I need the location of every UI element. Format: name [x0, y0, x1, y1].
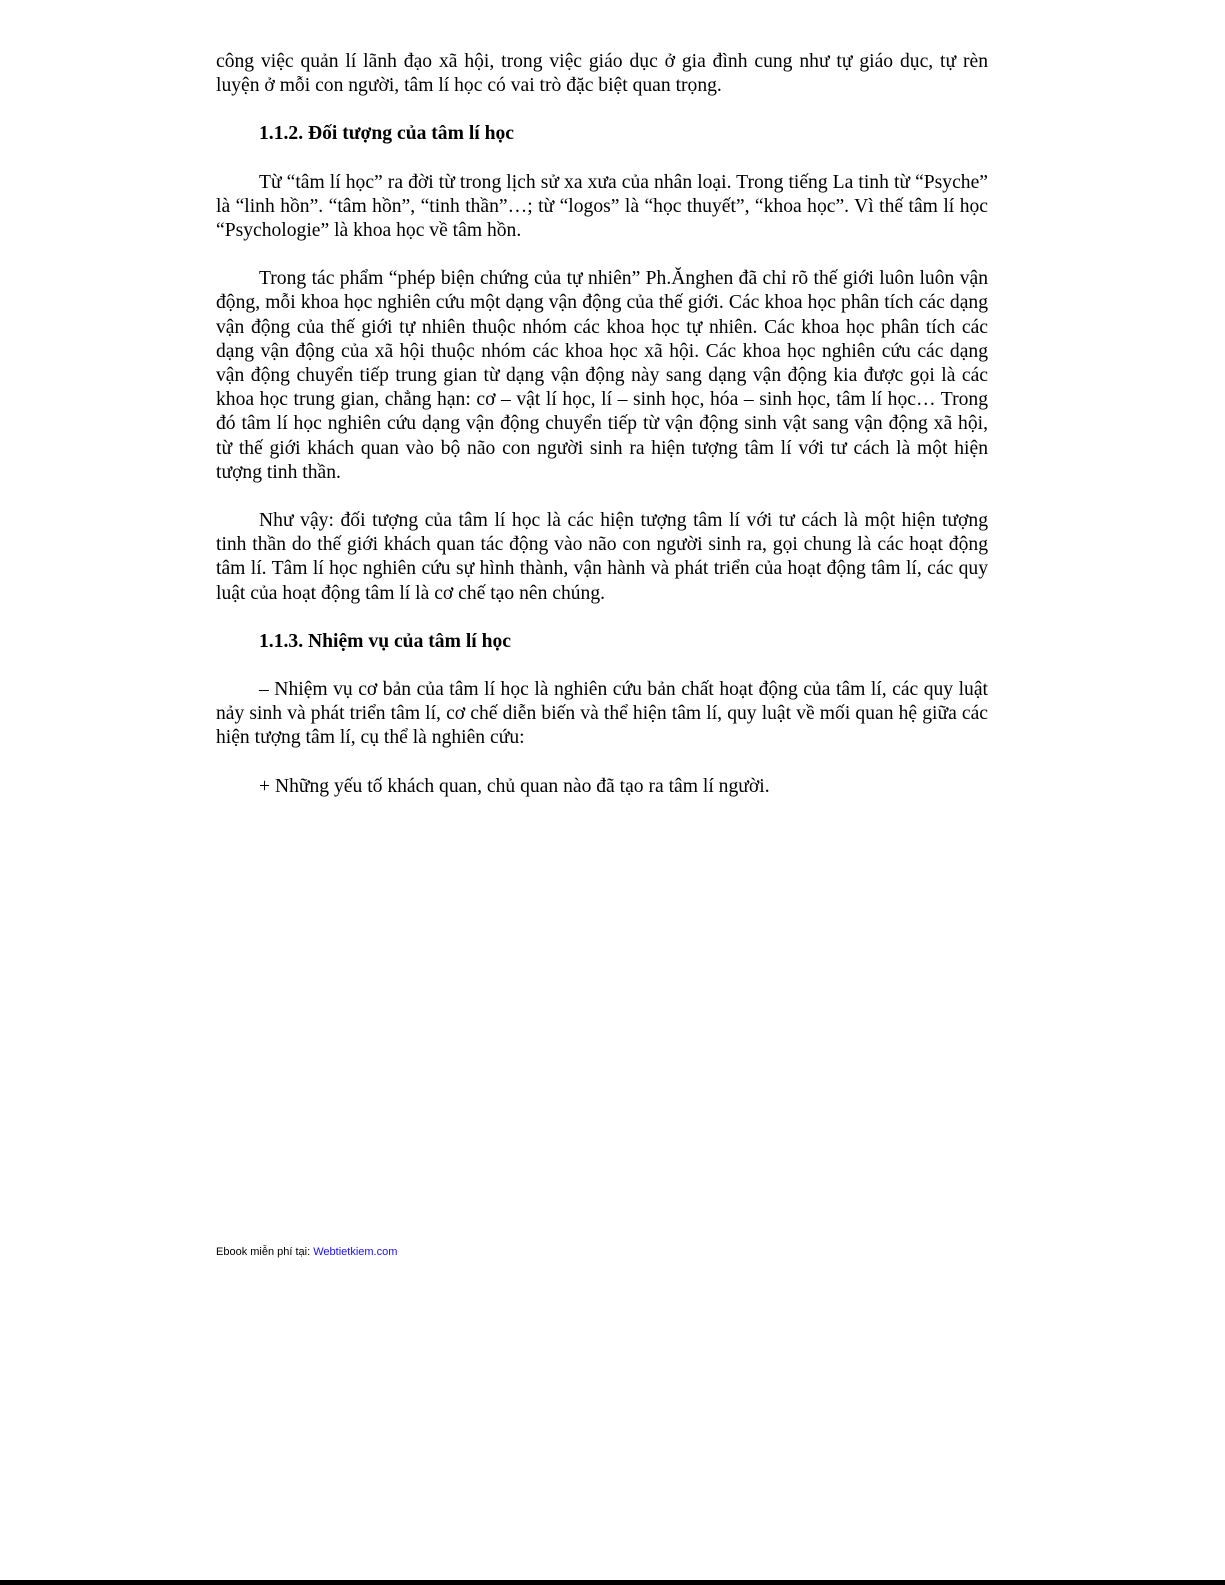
paragraph-tasks: – Nhiệm vụ cơ bản của tâm lí học là nghiên cứu bản chất hoạt động của tâm lí, các quy luật nảy sinh và phát triển tâm lí, cơ chế diễn biến và thể hiện tâm lí, quy luật về mối quan hệ giữa các hiện tượng tâm lí, cụ thể là nghiên cứu:: [216, 679, 988, 749]
footer-link[interactable]: Webtietkiem.com: [313, 1246, 398, 1258]
paragraph-object-definition: Như vậy: đối tượng của tâm lí học là các hiện tượng tâm lí với tư cách là một hiện tượng tinh thần do thế giới khách quan tác động vào não con người sinh ra, gọi chung là các hoạt động tâm lí. Tâm lí học nghiên cứu sự hình thành, vận hành và phát triển của hoạt động tâm lí, các quy luật của hoạt động tâm lí là cơ chế tạo nên chúng.: [216, 510, 988, 604]
paragraph-task-item: + Những yếu tố khách quan, chủ quan nào đã tạo ra tâm lí người.: [259, 775, 770, 797]
paragraph-continuation: công việc quản lí lãnh đạo xã hội, trong việc giáo dục ở gia đình cung như tự giáo dục, tự rèn luyện ở mỗi con người, tâm lí học có vai trò đặc biệt quan trọng.: [216, 51, 988, 97]
footer-prefix: Ebook miễn phí tại:: [216, 1246, 314, 1258]
ebook-footer: [216, 1245, 397, 1259]
paragraph-engels: Trong tác phẩm “phép biện chứng của tự nhiên” Ph.Ănghen đã chỉ rõ thế giới luôn luôn vận động, mỗi khoa học nghiên cứu một dạng vận động của thế giới. Các khoa học phân tích các dạng vận động của thế giới tự nhiên thuộc nhóm các khoa học tự nhiên. Các khoa học phân tích các dạng vận động của xã hội thuộc nhóm các khoa học xã hội. Các khoa học nghiên cứu các dạng vận động chuyển tiếp trung gian từ dạng vận động này sang dạng vận động kia được gọi là các khoa học trung gian, chẳng hạn: cơ – vật lí học, lí – sinh học, hóa – sinh học, tâm lí học… Trong đó tâm lí học nghiên cứu dạng vận động chuyển tiếp từ vận động sinh vật sang vận động xã hội, từ thế giới khách quan vào bộ não con người sinh ra hiện tượng tâm lí với tư cách là một hiện tượng tinh thần.: [216, 268, 988, 483]
section-heading-1-1-2: 1.1.2. Đối tượng của tâm lí học: [259, 123, 515, 145]
paragraph-etymology: Từ “tâm lí học” ra đời từ trong lịch sử xa xưa của nhân loại. Trong tiếng La tinh từ “Psyche” là “linh hồn”. “tâm hồn”, “tinh thần”…; từ “logos” là “học thuyết”, “khoa học”. Vì thế tâm lí học “Psychologie” là khoa học về tâm hồn.: [216, 171, 988, 242]
document-page: [216, 50, 988, 799]
page-bottom-border: [0, 1580, 1225, 1585]
section-heading-1-1-3: 1.1.3. Nhiệm vụ của tâm lí học: [259, 630, 511, 652]
